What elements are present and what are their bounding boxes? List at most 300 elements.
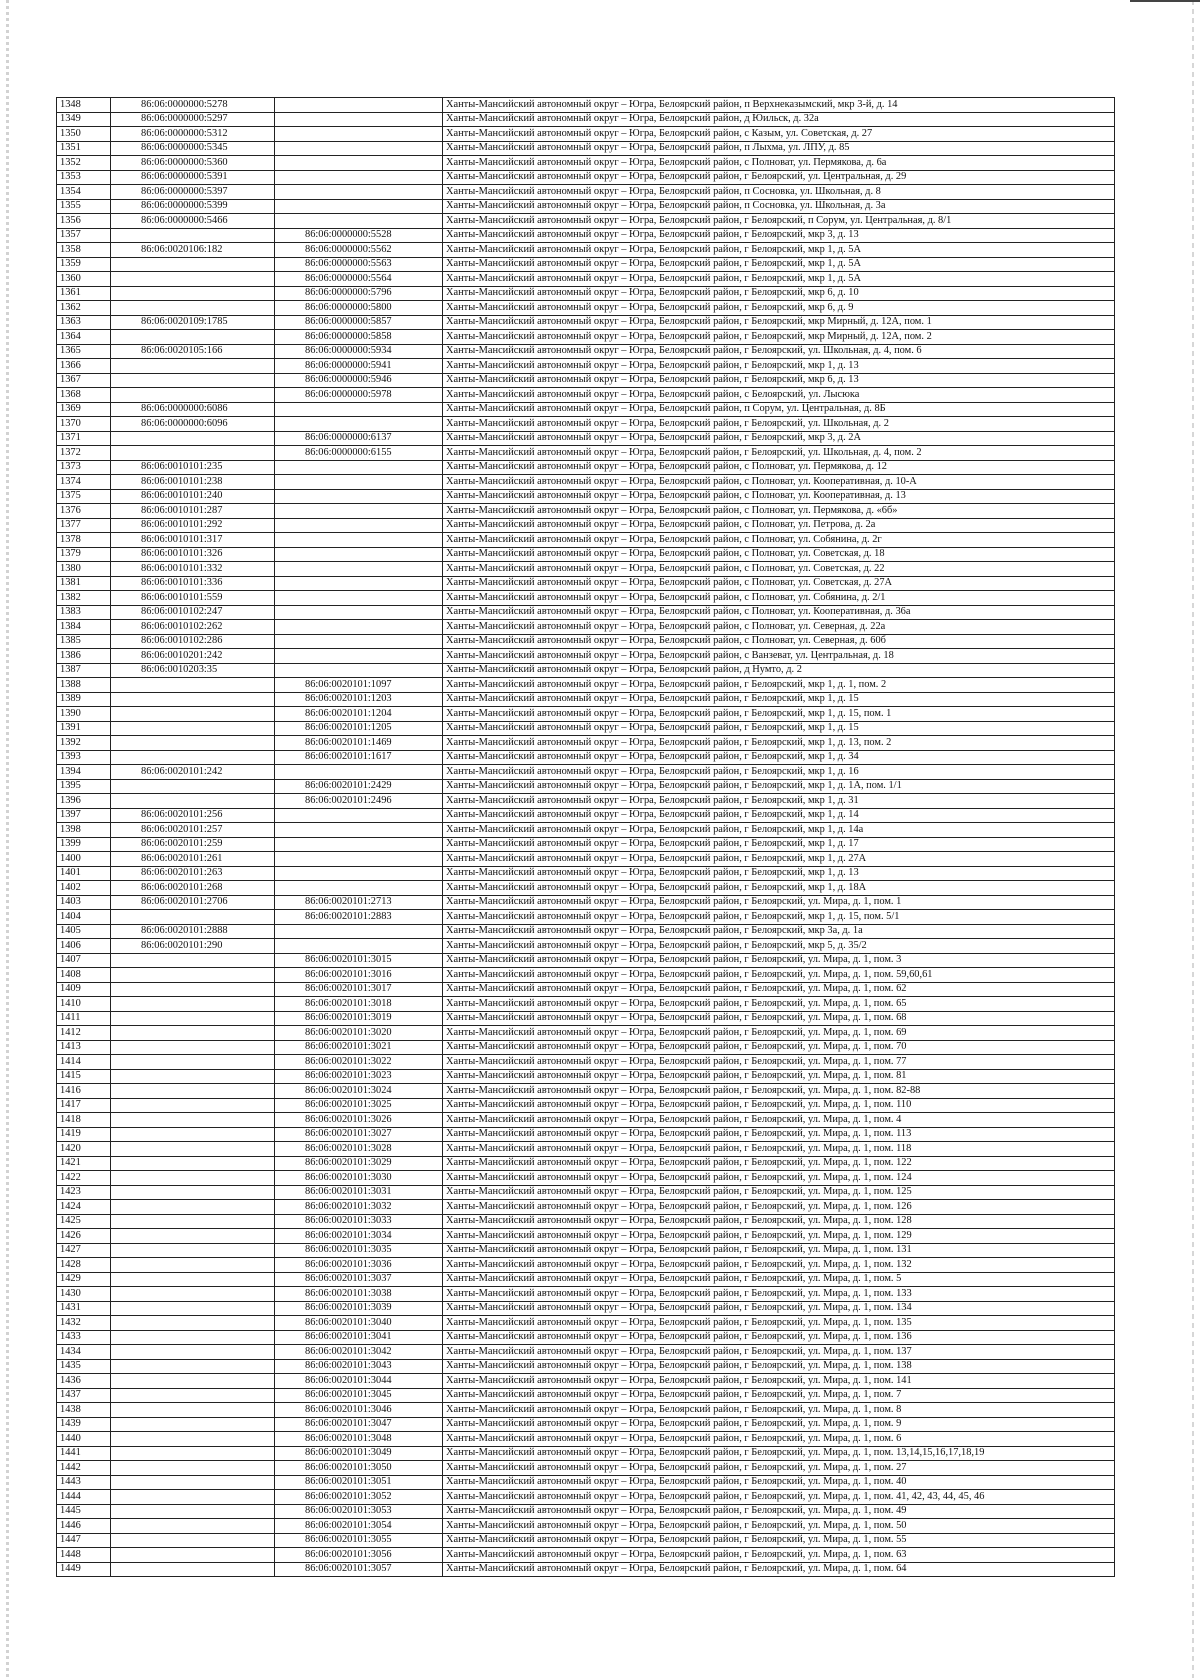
row-number: 1404 xyxy=(57,910,111,925)
row-number: 1357 xyxy=(57,228,111,243)
table-row xyxy=(57,272,1115,287)
cadastral-number-object xyxy=(275,489,443,504)
address: Ханты-Мансийский автономный округ – Югра, Белоярский район, с Полноват, ул. Северная, д. 22а xyxy=(443,620,1115,635)
row-number: 1400 xyxy=(57,852,111,867)
address: Ханты-Мансийский автономный округ – Югра, Белоярский район, г Белоярский, ул. Мира, д. 1, пом. 9 xyxy=(443,1417,1115,1432)
cadastral-number-object: 86:06:0020101:3045 xyxy=(275,1388,443,1403)
cadastral-number-object xyxy=(275,663,443,678)
address: Ханты-Мансийский автономный округ – Югра, Белоярский район, г Белоярский, мкр 3а, д. 1а xyxy=(443,924,1115,939)
cadastral-number-land xyxy=(111,1055,275,1070)
row-number: 1397 xyxy=(57,808,111,823)
cadastral-number-object: 86:06:0020101:3030 xyxy=(275,1171,443,1186)
cadastral-number-land xyxy=(111,736,275,751)
table-row xyxy=(57,837,1115,852)
cadastral-number-land xyxy=(111,359,275,374)
cadastral-number-object xyxy=(275,112,443,127)
cadastral-number-object: 86:06:0020101:3016 xyxy=(275,968,443,983)
address: Ханты-Мансийский автономный округ – Югра, Белоярский район, с Полноват, ул. Собянина, д. 2/1 xyxy=(443,591,1115,606)
address: Ханты-Мансийский автономный округ – Югра, Белоярский район, п Сорум, ул. Центральная, д. 8Б xyxy=(443,402,1115,417)
address: Ханты-Мансийский автономный округ – Югра, Белоярский район, г Белоярский, ул. Центральная, д. 29 xyxy=(443,170,1115,185)
address: Ханты-Мансийский автономный округ – Югра, Белоярский район, с Полноват, ул. Пермякова, д. 6а xyxy=(443,156,1115,171)
cadastral-number-object xyxy=(275,939,443,954)
cadastral-number-object: 86:06:0020101:3036 xyxy=(275,1258,443,1273)
row-number: 1377 xyxy=(57,518,111,533)
table-row xyxy=(57,243,1115,258)
cadastral-number-land xyxy=(111,228,275,243)
address: Ханты-Мансийский автономный округ – Югра, Белоярский район, г Белоярский, ул. Мира, д. 1, пом. 27 xyxy=(443,1461,1115,1476)
address: Ханты-Мансийский автономный округ – Югра, Белоярский район, д Юильск, д. 32а xyxy=(443,112,1115,127)
row-number: 1360 xyxy=(57,272,111,287)
registry-table-body xyxy=(57,98,1115,1577)
cadastral-number-land xyxy=(111,1040,275,1055)
table-row xyxy=(57,1490,1115,1505)
address: Ханты-Мансийский автономный округ – Югра, Белоярский район, г Белоярский, мкр 1, д. 18А xyxy=(443,881,1115,896)
cadastral-number-object: 86:06:0020101:3029 xyxy=(275,1156,443,1171)
row-number: 1365 xyxy=(57,344,111,359)
row-number: 1426 xyxy=(57,1229,111,1244)
table-row xyxy=(57,1200,1115,1215)
cadastral-number-object: 86:06:0000000:5858 xyxy=(275,330,443,345)
address: Ханты-Мансийский автономный округ – Югра, Белоярский район, г Белоярский, ул. Мира, д. 1, пом. 82-88 xyxy=(443,1084,1115,1099)
row-number: 1370 xyxy=(57,417,111,432)
cadastral-number-land xyxy=(111,779,275,794)
row-number: 1348 xyxy=(57,98,111,113)
address: Ханты-Мансийский автономный округ – Югра, Белоярский район, г Белоярский, мкр 1, д. 15, пом. 1 xyxy=(443,707,1115,722)
cadastral-number-land xyxy=(111,1229,275,1244)
address: Ханты-Мансийский автономный округ – Югра, Белоярский район, г Белоярский, ул. Мира, д. 1, пом. 1 xyxy=(443,895,1115,910)
cadastral-number-object: 86:06:0020101:3053 xyxy=(275,1504,443,1519)
cadastral-number-object: 86:06:0020101:3033 xyxy=(275,1214,443,1229)
table-row xyxy=(57,1301,1115,1316)
table-row xyxy=(57,1069,1115,1084)
table-row xyxy=(57,1533,1115,1548)
cadastral-number-land: 86:06:0010101:292 xyxy=(111,518,275,533)
address: Ханты-Мансийский автономный округ – Югра, Белоярский район, г Белоярский, ул. Мира, д. 1, пом. 135 xyxy=(443,1316,1115,1331)
row-number: 1442 xyxy=(57,1461,111,1476)
table-row xyxy=(57,663,1115,678)
row-number: 1363 xyxy=(57,315,111,330)
address: Ханты-Мансийский автономный округ – Югра, Белоярский район, г Белоярский, ул. Школьная, д. 4, пом. 2 xyxy=(443,446,1115,461)
table-row xyxy=(57,576,1115,591)
table-row xyxy=(57,1214,1115,1229)
address: Ханты-Мансийский автономный округ – Югра, Белоярский район, г Белоярский, мкр 3, д. 2А xyxy=(443,431,1115,446)
address: Ханты-Мансийский автономный округ – Югра, Белоярский район, г Белоярский, ул. Мира, д. 1, пом. 41, 42, 43, 44, 45, 46 xyxy=(443,1490,1115,1505)
cadastral-number-land xyxy=(111,692,275,707)
cadastral-number-land xyxy=(111,257,275,272)
cadastral-number-land: 86:06:0000000:5397 xyxy=(111,185,275,200)
address: Ханты-Мансийский автономный округ – Югра, Белоярский район, г Белоярский, ул. Мира, д. 1, пом. 77 xyxy=(443,1055,1115,1070)
row-number: 1352 xyxy=(57,156,111,171)
address: Ханты-Мансийский автономный округ – Югра, Белоярский район, с Полноват, ул. Кооперативная, д. 36а xyxy=(443,605,1115,620)
cadastral-number-land xyxy=(111,982,275,997)
cadastral-number-land xyxy=(111,1214,275,1229)
table-row xyxy=(57,997,1115,1012)
cadastral-number-land: 86:06:0020101:268 xyxy=(111,881,275,896)
cadastral-number-object: 86:06:0000000:5941 xyxy=(275,359,443,374)
cadastral-number-object xyxy=(275,808,443,823)
table-row xyxy=(57,750,1115,765)
table-row xyxy=(57,1432,1115,1447)
cadastral-number-object xyxy=(275,620,443,635)
row-number: 1355 xyxy=(57,199,111,214)
table-row xyxy=(57,489,1115,504)
address: Ханты-Мансийский автономный округ – Югра, Белоярский район, г Белоярский, мкр 1, д. 5А xyxy=(443,243,1115,258)
cadastral-number-land xyxy=(111,997,275,1012)
cadastral-number-land: 86:06:0000000:6096 xyxy=(111,417,275,432)
cadastral-number-land xyxy=(111,1185,275,1200)
table-row xyxy=(57,141,1115,156)
cadastral-number-land: 86:06:0010101:317 xyxy=(111,533,275,548)
row-number: 1380 xyxy=(57,562,111,577)
address: Ханты-Мансийский автономный округ – Югра, Белоярский район, г Белоярский, мкр 1, д. 13 xyxy=(443,866,1115,881)
address: Ханты-Мансийский автономный округ – Югра, Белоярский район, с Полноват, ул. Пермякова, д. «6б» xyxy=(443,504,1115,519)
row-number: 1364 xyxy=(57,330,111,345)
cadastral-number-land: 86:06:0010101:332 xyxy=(111,562,275,577)
cadastral-number-object: 86:06:0020101:3048 xyxy=(275,1432,443,1447)
cadastral-number-land xyxy=(111,1142,275,1157)
cadastral-number-object: 86:06:0000000:5946 xyxy=(275,373,443,388)
address: Ханты-Мансийский автономный округ – Югра, Белоярский район, г Белоярский, ул. Мира, д. 1, пом. 128 xyxy=(443,1214,1115,1229)
row-number: 1392 xyxy=(57,736,111,751)
cadastral-number-land xyxy=(111,1562,275,1577)
address: Ханты-Мансийский автономный округ – Югра, Белоярский район, г Белоярский, ул. Мира, д. 1, пом. 132 xyxy=(443,1258,1115,1273)
cadastral-number-land: 86:06:0010101:238 xyxy=(111,475,275,490)
table-row xyxy=(57,547,1115,562)
cadastral-number-land: 86:06:0020109:1785 xyxy=(111,315,275,330)
cadastral-number-land: 86:06:0000000:5360 xyxy=(111,156,275,171)
row-number: 1395 xyxy=(57,779,111,794)
row-number: 1430 xyxy=(57,1287,111,1302)
cadastral-number-object: 86:06:0020101:2713 xyxy=(275,895,443,910)
cadastral-number-object: 86:06:0020101:2429 xyxy=(275,779,443,794)
cadastral-number-land xyxy=(111,1446,275,1461)
address: Ханты-Мансийский автономный округ – Югра, Белоярский район, г Белоярский, мкр 1, д. 27А xyxy=(443,852,1115,867)
row-number: 1349 xyxy=(57,112,111,127)
cadastral-number-land xyxy=(111,1504,275,1519)
cadastral-number-land: 86:06:0000000:6086 xyxy=(111,402,275,417)
table-row xyxy=(57,852,1115,867)
cadastral-number-object xyxy=(275,460,443,475)
cadastral-number-object xyxy=(275,402,443,417)
cadastral-number-object: 86:06:0020101:1469 xyxy=(275,736,443,751)
row-number: 1409 xyxy=(57,982,111,997)
cadastral-number-land: 86:06:0020105:166 xyxy=(111,344,275,359)
row-number: 1440 xyxy=(57,1432,111,1447)
cadastral-number-object: 86:06:0020101:3032 xyxy=(275,1200,443,1215)
row-number: 1428 xyxy=(57,1258,111,1273)
address: Ханты-Мансийский автономный округ – Югра, Белоярский район, г Белоярский, мкр 6, д. 9 xyxy=(443,301,1115,316)
cadastral-number-land: 86:06:0000000:5297 xyxy=(111,112,275,127)
table-row xyxy=(57,736,1115,751)
cadastral-number-land xyxy=(111,373,275,388)
cadastral-number-land: 86:06:0000000:5278 xyxy=(111,98,275,113)
table-row xyxy=(57,344,1115,359)
table-row xyxy=(57,156,1115,171)
address: Ханты-Мансийский автономный округ – Югра, Белоярский район, г Белоярский, ул. Мира, д. 1, пом. 62 xyxy=(443,982,1115,997)
address: Ханты-Мансийский автономный округ – Югра, Белоярский район, г Белоярский, ул. Мира, д. 1, пом. 133 xyxy=(443,1287,1115,1302)
table-row xyxy=(57,98,1115,113)
table-row xyxy=(57,866,1115,881)
cadastral-number-land xyxy=(111,1243,275,1258)
table-row xyxy=(57,1026,1115,1041)
address: Ханты-Мансийский автономный округ – Югра, Белоярский район, г Белоярский, мкр 1, д. 5А xyxy=(443,257,1115,272)
cadastral-number-object xyxy=(275,547,443,562)
cadastral-number-land: 86:06:0020101:290 xyxy=(111,939,275,954)
address: Ханты-Мансийский автономный округ – Югра, Белоярский район, г Белоярский, мкр 1, д. 5А xyxy=(443,272,1115,287)
table-row xyxy=(57,895,1115,910)
row-number: 1366 xyxy=(57,359,111,374)
cadastral-number-object xyxy=(275,866,443,881)
row-number: 1421 xyxy=(57,1156,111,1171)
table-row xyxy=(57,953,1115,968)
table-row xyxy=(57,707,1115,722)
row-number: 1418 xyxy=(57,1113,111,1128)
row-number: 1412 xyxy=(57,1026,111,1041)
cadastral-number-object: 86:06:0020101:3024 xyxy=(275,1084,443,1099)
cadastral-number-land xyxy=(111,1388,275,1403)
cadastral-number-land: 86:06:0020106:182 xyxy=(111,243,275,258)
cadastral-number-land xyxy=(111,1200,275,1215)
cadastral-number-land xyxy=(111,1272,275,1287)
row-number: 1424 xyxy=(57,1200,111,1215)
table-row xyxy=(57,533,1115,548)
address: Ханты-Мансийский автономный округ – Югра, Белоярский район, г Белоярский, ул. Мира, д. 1, пом. 129 xyxy=(443,1229,1115,1244)
row-number: 1374 xyxy=(57,475,111,490)
cadastral-number-object xyxy=(275,475,443,490)
cadastral-number-object: 86:06:0020101:1203 xyxy=(275,692,443,707)
scan-edge-right xyxy=(1192,0,1194,1678)
address: Ханты-Мансийский автономный округ – Югра, Белоярский район, г Белоярский, ул. Школьная, д. 4, пом. 6 xyxy=(443,344,1115,359)
address: Ханты-Мансийский автономный округ – Югра, Белоярский район, г Белоярский, ул. Мира, д. 1, пом. 4 xyxy=(443,1113,1115,1128)
cadastral-number-land: 86:06:0010101:336 xyxy=(111,576,275,591)
row-number: 1383 xyxy=(57,605,111,620)
cadastral-number-land: 86:06:0010203:35 xyxy=(111,663,275,678)
row-number: 1389 xyxy=(57,692,111,707)
row-number: 1420 xyxy=(57,1142,111,1157)
cadastral-number-object: 86:06:0000000:5528 xyxy=(275,228,443,243)
address: Ханты-Мансийский автономный округ – Югра, Белоярский район, с Полноват, ул. Северная, д. 60б xyxy=(443,634,1115,649)
cadastral-number-object: 86:06:0000000:6155 xyxy=(275,446,443,461)
cadastral-number-land: 86:06:0020101:2706 xyxy=(111,895,275,910)
address: Ханты-Мансийский автономный округ – Югра, Белоярский район, г Белоярский, мкр 3, д. 13 xyxy=(443,228,1115,243)
cadastral-number-object: 86:06:0020101:3043 xyxy=(275,1359,443,1374)
table-row xyxy=(57,1127,1115,1142)
row-number: 1415 xyxy=(57,1069,111,1084)
cadastral-number-land: 86:06:0020101:261 xyxy=(111,852,275,867)
cadastral-number-object: 86:06:0020101:3031 xyxy=(275,1185,443,1200)
row-number: 1399 xyxy=(57,837,111,852)
cadastral-number-object: 86:06:0020101:3026 xyxy=(275,1113,443,1128)
cadastral-number-object: 86:06:0020101:1205 xyxy=(275,721,443,736)
row-number: 1436 xyxy=(57,1374,111,1389)
table-row xyxy=(57,315,1115,330)
address: Ханты-Мансийский автономный округ – Югра, Белоярский район, г Белоярский, ул. Мира, д. 1, пом. 118 xyxy=(443,1142,1115,1157)
table-row xyxy=(57,301,1115,316)
row-number: 1427 xyxy=(57,1243,111,1258)
row-number: 1445 xyxy=(57,1504,111,1519)
row-number: 1354 xyxy=(57,185,111,200)
cadastral-number-land xyxy=(111,1156,275,1171)
table-row xyxy=(57,228,1115,243)
row-number: 1432 xyxy=(57,1316,111,1331)
row-number: 1371 xyxy=(57,431,111,446)
address: Ханты-Мансийский автономный округ – Югра, Белоярский район, г Белоярский, ул. Мира, д. 1, пом. 113 xyxy=(443,1127,1115,1142)
address: Ханты-Мансийский автономный округ – Югра, Белоярский район, г Белоярский, мкр 1, д. 13 xyxy=(443,359,1115,374)
cadastral-number-object xyxy=(275,504,443,519)
table-row xyxy=(57,1403,1115,1418)
address: Ханты-Мансийский автономный округ – Югра, Белоярский район, г Белоярский, ул. Школьная, д. 2 xyxy=(443,417,1115,432)
table-row xyxy=(57,1388,1115,1403)
cadastral-number-land xyxy=(111,1113,275,1128)
cadastral-number-land xyxy=(111,1432,275,1447)
cadastral-number-land: 86:06:0010101:240 xyxy=(111,489,275,504)
cadastral-number-object xyxy=(275,765,443,780)
table-row xyxy=(57,779,1115,794)
address: Ханты-Мансийский автономный округ – Югра, Белоярский район, п Сосновка, ул. Школьная, д. 8 xyxy=(443,185,1115,200)
cadastral-number-object: 86:06:0020101:3042 xyxy=(275,1345,443,1360)
cadastral-number-object: 86:06:0020101:3022 xyxy=(275,1055,443,1070)
table-row xyxy=(57,402,1115,417)
table-row xyxy=(57,721,1115,736)
row-number: 1369 xyxy=(57,402,111,417)
row-number: 1378 xyxy=(57,533,111,548)
row-number: 1373 xyxy=(57,460,111,475)
cadastral-number-object: 86:06:0020101:3018 xyxy=(275,997,443,1012)
table-row xyxy=(57,1374,1115,1389)
table-row xyxy=(57,431,1115,446)
table-row xyxy=(57,127,1115,142)
row-number: 1434 xyxy=(57,1345,111,1360)
row-number: 1448 xyxy=(57,1548,111,1563)
address: Ханты-Мансийский автономный округ – Югра, Белоярский район, г Белоярский, ул. Мира, д. 1, пом. 50 xyxy=(443,1519,1115,1534)
cadastral-number-land xyxy=(111,1026,275,1041)
table-row xyxy=(57,1098,1115,1113)
cadastral-number-object xyxy=(275,417,443,432)
row-number: 1381 xyxy=(57,576,111,591)
row-number: 1398 xyxy=(57,823,111,838)
cadastral-number-object: 86:06:0020101:3055 xyxy=(275,1533,443,1548)
cadastral-number-object xyxy=(275,605,443,620)
cadastral-number-object xyxy=(275,127,443,142)
cadastral-number-object: 86:06:0000000:5978 xyxy=(275,388,443,403)
address: Ханты-Мансийский автономный округ – Югра, Белоярский район, г Белоярский, ул. Мира, д. 1, пом. 136 xyxy=(443,1330,1115,1345)
cadastral-number-object: 86:06:0020101:3017 xyxy=(275,982,443,997)
cadastral-number-land: 86:06:0020101:257 xyxy=(111,823,275,838)
cadastral-number-object xyxy=(275,649,443,664)
row-number: 1353 xyxy=(57,170,111,185)
cadastral-number-land xyxy=(111,1069,275,1084)
row-number: 1384 xyxy=(57,620,111,635)
cadastral-number-object xyxy=(275,591,443,606)
row-number: 1437 xyxy=(57,1388,111,1403)
table-row xyxy=(57,185,1115,200)
cadastral-number-land: 86:06:0010102:286 xyxy=(111,634,275,649)
cadastral-number-object xyxy=(275,562,443,577)
document-sheet xyxy=(56,97,1114,1577)
table-row xyxy=(57,1446,1115,1461)
cadastral-number-object: 86:06:0020101:3051 xyxy=(275,1475,443,1490)
table-row xyxy=(57,794,1115,809)
address: Ханты-Мансийский автономный округ – Югра, Белоярский район, г Белоярский, ул. Мира, д. 1, пом. 55 xyxy=(443,1533,1115,1548)
cadastral-number-object: 86:06:0020101:3050 xyxy=(275,1461,443,1476)
cadastral-number-object: 86:06:0020101:3037 xyxy=(275,1272,443,1287)
cadastral-number-object: 86:06:0020101:3039 xyxy=(275,1301,443,1316)
table-row xyxy=(57,1084,1115,1099)
cadastral-number-land xyxy=(111,1548,275,1563)
cadastral-number-object: 86:06:0020101:3020 xyxy=(275,1026,443,1041)
row-number: 1368 xyxy=(57,388,111,403)
address: Ханты-Мансийский автономный округ – Югра, Белоярский район, г Белоярский, ул. Мира, д. 1, пом. 137 xyxy=(443,1345,1115,1360)
row-number: 1402 xyxy=(57,881,111,896)
cadastral-number-object: 86:06:0020101:3038 xyxy=(275,1287,443,1302)
cadastral-number-object xyxy=(275,924,443,939)
address: Ханты-Мансийский автономный округ – Югра, Белоярский район, г Белоярский, ул. Мира, д. 1, пом. 7 xyxy=(443,1388,1115,1403)
registry-table xyxy=(56,97,1115,1577)
cadastral-number-land xyxy=(111,1287,275,1302)
address: Ханты-Мансийский автономный округ – Югра, Белоярский район, с Полноват, ул. Советская, д. 27А xyxy=(443,576,1115,591)
cadastral-number-object xyxy=(275,852,443,867)
cadastral-number-object: 86:06:0020101:3056 xyxy=(275,1548,443,1563)
row-number: 1393 xyxy=(57,750,111,765)
cadastral-number-object: 86:06:0020101:3049 xyxy=(275,1446,443,1461)
table-row xyxy=(57,1011,1115,1026)
cadastral-number-object: 86:06:0000000:5800 xyxy=(275,301,443,316)
cadastral-number-object xyxy=(275,533,443,548)
row-number: 1350 xyxy=(57,127,111,142)
cadastral-number-land xyxy=(111,1475,275,1490)
address: Ханты-Мансийский автономный округ – Югра, Белоярский район, с Полноват, ул. Кооперативная, д. 13 xyxy=(443,489,1115,504)
cadastral-number-object: 86:06:0000000:5934 xyxy=(275,344,443,359)
row-number: 1444 xyxy=(57,1490,111,1505)
cadastral-number-land xyxy=(111,1374,275,1389)
cadastral-number-land xyxy=(111,1098,275,1113)
table-row xyxy=(57,504,1115,519)
row-number: 1382 xyxy=(57,591,111,606)
address: Ханты-Мансийский автономный округ – Югра, Белоярский район, г Белоярский, мкр 1, д. 15 xyxy=(443,692,1115,707)
row-number: 1391 xyxy=(57,721,111,736)
address: Ханты-Мансийский автономный округ – Югра, Белоярский район, г Белоярский, ул. Мира, д. 1, пом. 141 xyxy=(443,1374,1115,1389)
table-row xyxy=(57,1475,1115,1490)
row-number: 1435 xyxy=(57,1359,111,1374)
row-number: 1446 xyxy=(57,1519,111,1534)
cadastral-number-object: 86:06:0000000:6137 xyxy=(275,431,443,446)
table-row xyxy=(57,924,1115,939)
table-row xyxy=(57,170,1115,185)
cadastral-number-land xyxy=(111,330,275,345)
cadastral-number-land xyxy=(111,1345,275,1360)
cadastral-number-land: 86:06:0020101:259 xyxy=(111,837,275,852)
address: Ханты-Мансийский автономный округ – Югра, Белоярский район, г Белоярский, ул. Мира, д. 1, пом. 110 xyxy=(443,1098,1115,1113)
table-row xyxy=(57,1040,1115,1055)
cadastral-number-land: 86:06:0000000:5312 xyxy=(111,127,275,142)
table-row xyxy=(57,692,1115,707)
address: Ханты-Мансийский автономный округ – Югра, Белоярский район, г Белоярский, мкр 6, д. 10 xyxy=(443,286,1115,301)
table-row xyxy=(57,1548,1115,1563)
cadastral-number-object: 86:06:0020101:3044 xyxy=(275,1374,443,1389)
row-number: 1405 xyxy=(57,924,111,939)
table-row xyxy=(57,388,1115,403)
cadastral-number-land xyxy=(111,1417,275,1432)
cadastral-number-land: 86:06:0010101:326 xyxy=(111,547,275,562)
cadastral-number-object xyxy=(275,881,443,896)
cadastral-number-land: 86:06:0010201:242 xyxy=(111,649,275,664)
row-number: 1361 xyxy=(57,286,111,301)
table-row xyxy=(57,765,1115,780)
row-number: 1375 xyxy=(57,489,111,504)
cadastral-number-land xyxy=(111,953,275,968)
table-row xyxy=(57,1345,1115,1360)
cadastral-number-land: 86:06:0010101:559 xyxy=(111,591,275,606)
